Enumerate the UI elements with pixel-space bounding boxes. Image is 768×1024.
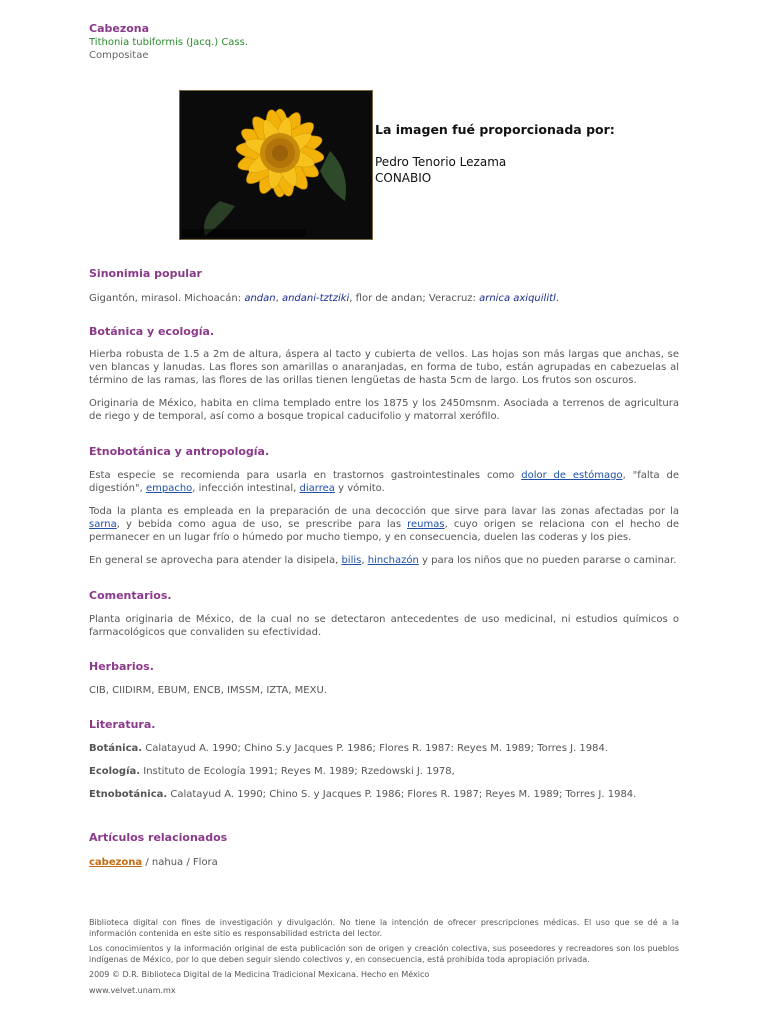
link-diarrea[interactable]: diarrea bbox=[299, 483, 335, 494]
sunflower-image bbox=[180, 91, 372, 239]
image-credit-caption: La imagen fué proporcionada por: bbox=[375, 122, 615, 137]
footer-url: www.velvet.unam.mx bbox=[89, 985, 176, 995]
footer-disclaimer: Biblioteca digital con fines de investigación y divulgación. No tiene la intención de ofrecer prescripciones médicas. El uso que se dé a la información contenida en este sitio es responsabilidad estricta del lector. bbox=[89, 918, 679, 938]
scientific-name: Tithonia tubiformis (Jacq.) Cass. bbox=[89, 37, 249, 48]
literatura-ecologia: Ecología. Instituto de Ecología 1991; Reyes M. 1989; Rzedowski J. 1978, bbox=[89, 766, 455, 777]
herbarios-text: CIB, CIIDIRM, EBUM, ENCB, IMSSM, IZTA, MEXU. bbox=[89, 685, 327, 696]
heading-relacionados: Artículos relacionados bbox=[89, 831, 228, 844]
family-name: Compositae bbox=[89, 50, 149, 61]
heading-botanica: Botánica y ecología. bbox=[89, 325, 215, 338]
footer-rights: Los conocimientos y la información original de esta publicación son de origen y creación colectiva, sus poseedores y recreadores son los pueblos indígenas de México, por lo que deben seguir siendo colectivos y, en consecuencia, está prohibida toda apropiación privada. bbox=[89, 944, 679, 964]
heading-comentarios: Comentarios. bbox=[89, 589, 172, 602]
link-sarna[interactable]: sarna bbox=[89, 519, 117, 530]
link-reumas[interactable]: reumas bbox=[407, 519, 445, 530]
link-empacho[interactable]: empacho bbox=[145, 483, 193, 494]
etno-paragraph-2: Toda la planta es empleada en la preparación de una decocción que sirve para lavar las zonas afectadas por la sarna, y bebida como agua de uso, se prescribe para las reumas, cuyo origen se relaciona con el hecho de permanecer en un lugar frío o húmedo por mucho tiempo, y en consecuencia, duelen las coderas y los pies. bbox=[89, 506, 680, 543]
literatura-botanica: Botánica. Calatayud A. 1990; Chino S.y Jacques P. 1986; Flores R. 1987: Reyes M. 1989; Torres J. 1984. bbox=[89, 743, 609, 754]
literatura-etnobotanica: Etnobotánica. Calatayud A. 1990; Chino S. y Jacques P. 1986; Flores R. 1987; Reyes M. 1989; Torres J. 1984. bbox=[89, 789, 637, 800]
heading-sinonimia: Sinonimia popular bbox=[89, 267, 202, 280]
link-dolor-de-estomago[interactable]: dolor de estómago bbox=[521, 470, 623, 481]
photo-block bbox=[89, 90, 679, 240]
article bbox=[89, 22, 679, 869]
image-credit bbox=[375, 122, 615, 186]
link-hinchazon[interactable]: hinchazón bbox=[367, 555, 419, 566]
footer bbox=[89, 918, 679, 996]
link-cabezona[interactable]: cabezona bbox=[89, 857, 143, 868]
page-title: Cabezona bbox=[89, 22, 150, 35]
keyword-andani: andani-tztziki bbox=[281, 293, 350, 304]
etno-paragraph-1: Esta especie se recomienda para usarla en trastornos gastrointestinales como dolor de estómago, "falta de digestión", empacho, infección intestinal, diarrea y vómito. bbox=[89, 470, 679, 494]
botanica-paragraph-1: Hierba robusta de 1.5 a 2m de altura, áspera al tacto y cubierta de vellos. Las hojas son más largas que anchas, se ven blancas y lanudas. Las flores son amarillas o anaranjadas, en forma de tubo, están agrupadas en cabezuelas al término de las ramas, las flores de las orillas tienen lengüetas de hasta 5cm de largo. Los frutos son oscuros. bbox=[89, 349, 679, 386]
link-bilis[interactable]: bilis bbox=[341, 555, 362, 566]
botanica-paragraph-2: Originaria de México, habita en clima templado entre los 1875 y los 2450msnm. Asociada a terrenos de agricultura de riego y de temporal, así como a bosque tropical caducifolio y matorral xerófilo. bbox=[89, 398, 679, 422]
heading-herbarios: Herbarios. bbox=[89, 660, 154, 673]
keyword-andan: andan bbox=[244, 293, 276, 304]
heading-literatura: Literatura. bbox=[89, 718, 156, 731]
etno-paragraph-3: En general se aprovecha para atender la disipela, bilis, hinchazón y para los niños que no pueden pararse o caminar. bbox=[89, 555, 677, 566]
keyword-arnica: arnica axiquilitl bbox=[479, 293, 556, 304]
heading-etnobotanica: Etnobotánica y antropología. bbox=[89, 445, 270, 458]
related-articles: cabezona / nahua / Flora bbox=[89, 857, 218, 868]
image-credit-person: Pedro Tenorio Lezama bbox=[375, 155, 507, 169]
footer-copyright: 2009 © D.R. Biblioteca Digital de la Medicina Tradicional Mexicana. Hecho en México bbox=[89, 970, 430, 979]
image-credit-org: CONABIO bbox=[375, 171, 432, 185]
sinonimia-text: Gigantón, mirasol. Michoacán: andan, andani-tztziki, flor de andan; Veracruz: arnica axiquilitl. bbox=[89, 293, 559, 304]
comentarios-text: Planta originaria de México, de la cual no se detectaron antecedentes de uso medicinal, ni estudios químicos o farmacológicos que convaliden su efectividad. bbox=[89, 614, 679, 638]
flower-photo bbox=[179, 90, 373, 240]
